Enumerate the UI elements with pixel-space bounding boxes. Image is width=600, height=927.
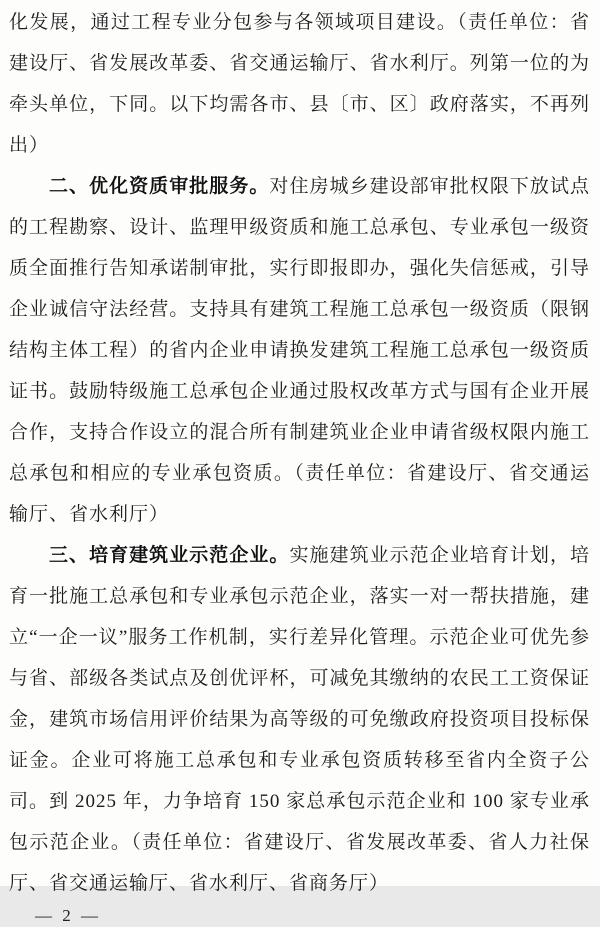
paragraph-text: 实施建筑业示范企业培育计划，培育一批施工总承包和专业承包示范企业，落实一对一帮扶措施，建立“一企一议”服务工作机制，实行差异化管理。示范企业可优先参与省、部级各类试点及创优评杯，可减免其缴纳的农民工工资保证金，建筑市场信用评价结果为高等级的可免缴政府投资项目投标保证金。企业可将施工总承包和专业承包资质转移至省内全资子公司。到 2025 年，力争培育 150 家总承包示范企业和 100 家专业承包示范企业。（责任单位：省建设厅、省发展改革委、省人力社保厅、省交通运输厅、省水利厅、省商务厅） [9, 545, 590, 894]
paragraph-text: 对住房城乡建设部审批权限下放试点的工程勘察、设计、监理甲级资质和施工总承包、专业承包一级资质全面推行告知承诺制审批，实行即报即办，强化失信惩戒，引导企业诚信守法经营。支持具有建筑工程施工总承包一级资质（限钢结构主体工程）的省内企业申请换发建筑工程施工总承包一级资质证书。鼓励特级施工总承包企业通过股权改革方式与国有企业开展合作，支持合作设立的混合所有制建筑业企业申请省级权限内施工总承包和相应的专业承包资质。（责任单位：省建设厅、省交通运输厅、省水利厅） [9, 176, 590, 525]
paragraph-section-3 [9, 535, 590, 904]
paragraph-continuation [9, 2, 590, 166]
section-heading-2: 二、优化资质审批服务。 [49, 176, 270, 197]
section-heading-3: 三、培育建筑业示范企业。 [49, 545, 290, 566]
paragraph-text: 化发展，通过工程专业分包参与各领域项目建设。（责任单位：省建设厅、省发展改革委、省交通运输厅、省水利厅。列第一位的为牵头单位，下同。以下均需各市、县〔市、区〕政府落实，不再列出） [9, 12, 590, 156]
paragraph-section-2 [9, 166, 590, 535]
page-number: — 2 — [35, 906, 101, 925]
